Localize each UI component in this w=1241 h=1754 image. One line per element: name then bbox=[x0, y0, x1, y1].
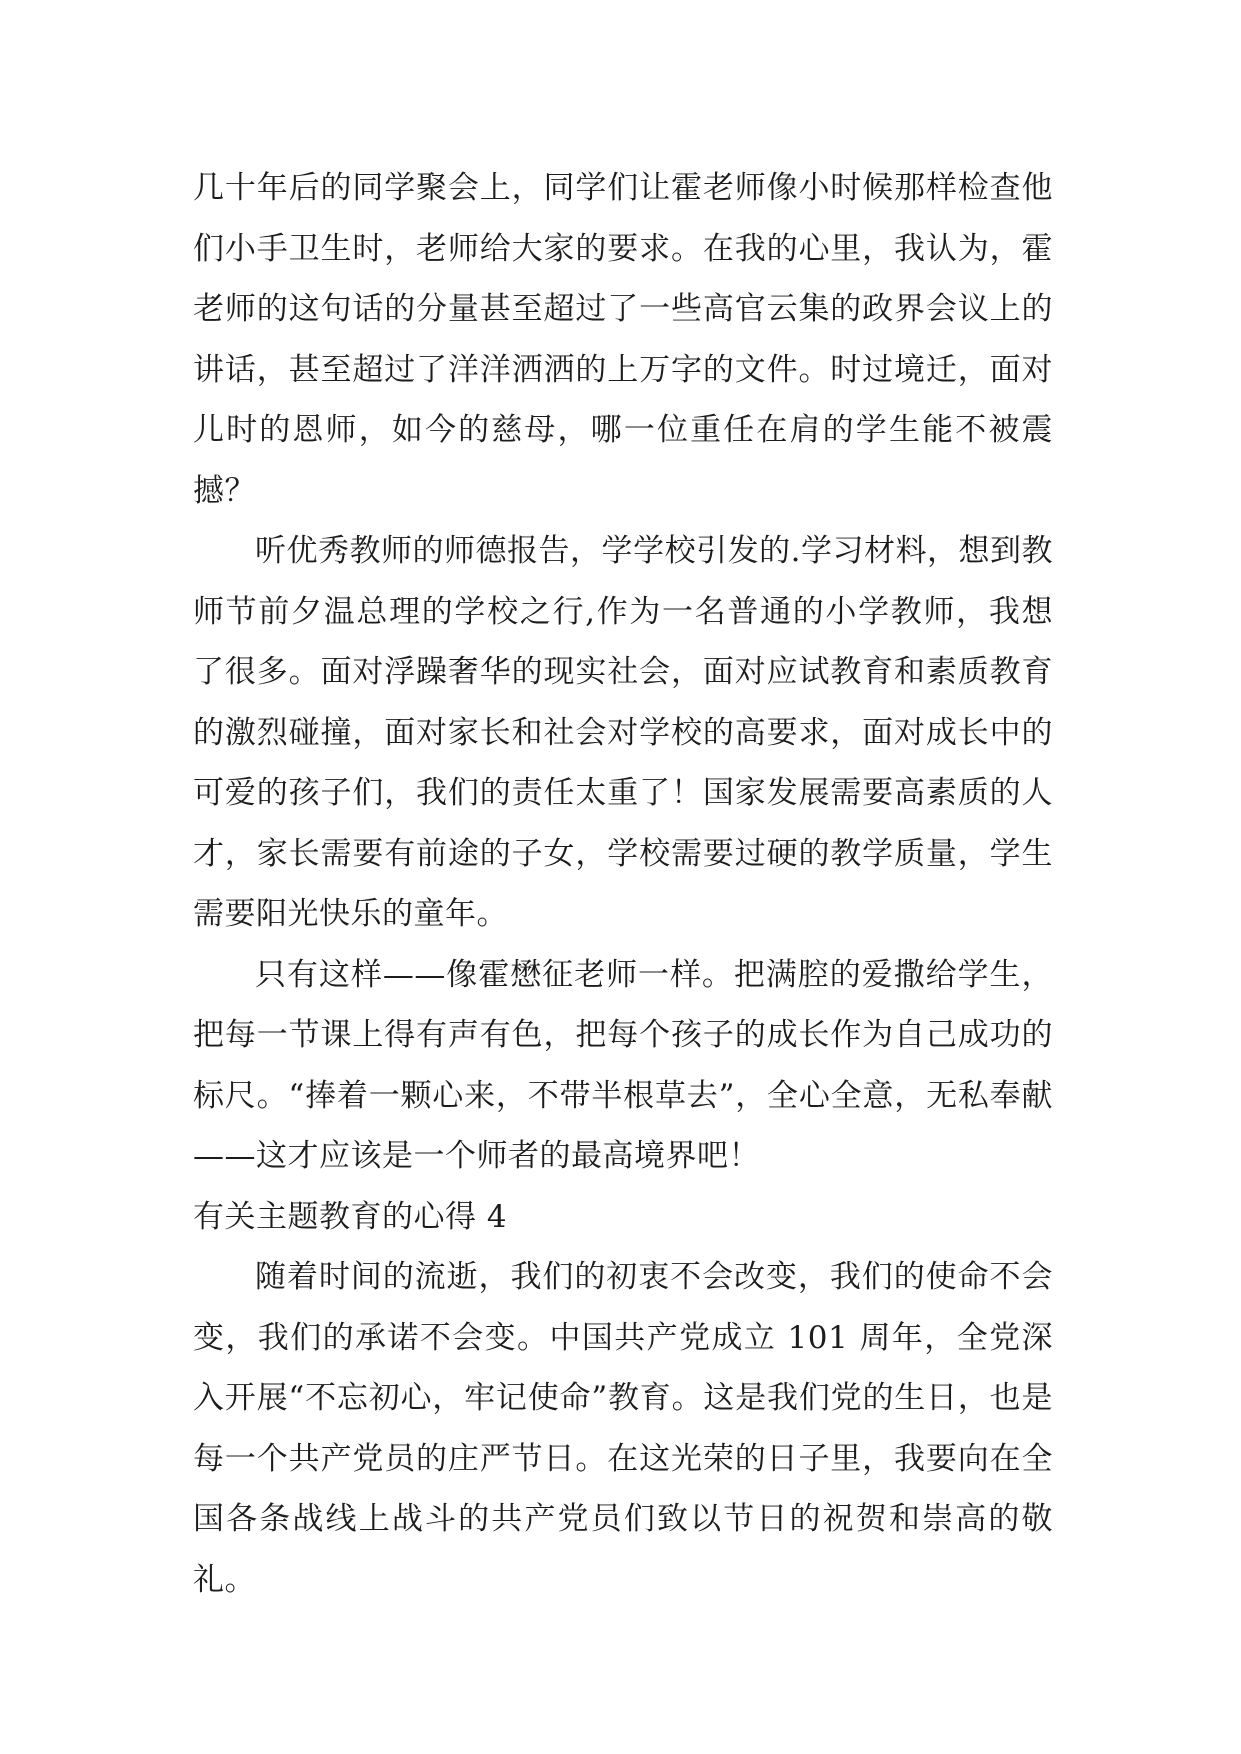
paragraph-teacher-example: 只有这样——像霍懋征老师一样。把满腔的爱撒给学生，把每一节课上得有声有色，把每个孩子的成长作为自己成功的标尺。“捧着一颗心来，不带半根草去”，全心全意，无私奉献——这才应该是一个师者的最高境界吧！ bbox=[193, 956, 1053, 1174]
section-heading: 有关主题教育的心得 4 bbox=[193, 1198, 508, 1235]
paragraph-continued: 几十年后的同学聚会上，同学们让霍老师像小时候那样检查他们小手卫生时，老师给大家的要求。在我的心里，我认为，霍老师的这句话的分量甚至超过了一些高官云集的政界会议上的讲话，甚至超过了洋洋洒洒的上万字的文件。时过境迁，面对儿时的恩师，如今的慈母，哪一位重任在肩的学生能不被震撼？ bbox=[193, 170, 1053, 509]
paragraph-party-anniversary: 随着时间的流逝，我们的初衷不会改变，我们的使命不会变，我们的承诺不会变。中国共产党成立 101 周年，全党深入开展“不忘初心，牢记使命”教育。这是我们党的生日，也是每一个共产党员的庄严节日。在这光荣的日子里，我要向在全国各条战线上战斗的共产党员们致以节日的祝贺和崇高的敬礼。 bbox=[193, 1259, 1053, 1598]
document-body bbox=[193, 158, 1053, 1610]
paragraph-teacher-ethics-report: 听优秀教师的师德报告，学学校引发的.学习材料，想到教师节前夕温总理的学校之行,作为一名普通的小学教师，我想了很多。面对浮躁奢华的现实社会，面对应试教育和素质教育的激烈碰撞，面对家长和社会对学校的高要求，面对成长中的可爱的孩子们，我们的责任太重了！国家发展需要高素质的人才，家长需要有前途的子女，学校需要过硬的教学质量，学生需要阳光快乐的童年。 bbox=[193, 533, 1053, 932]
